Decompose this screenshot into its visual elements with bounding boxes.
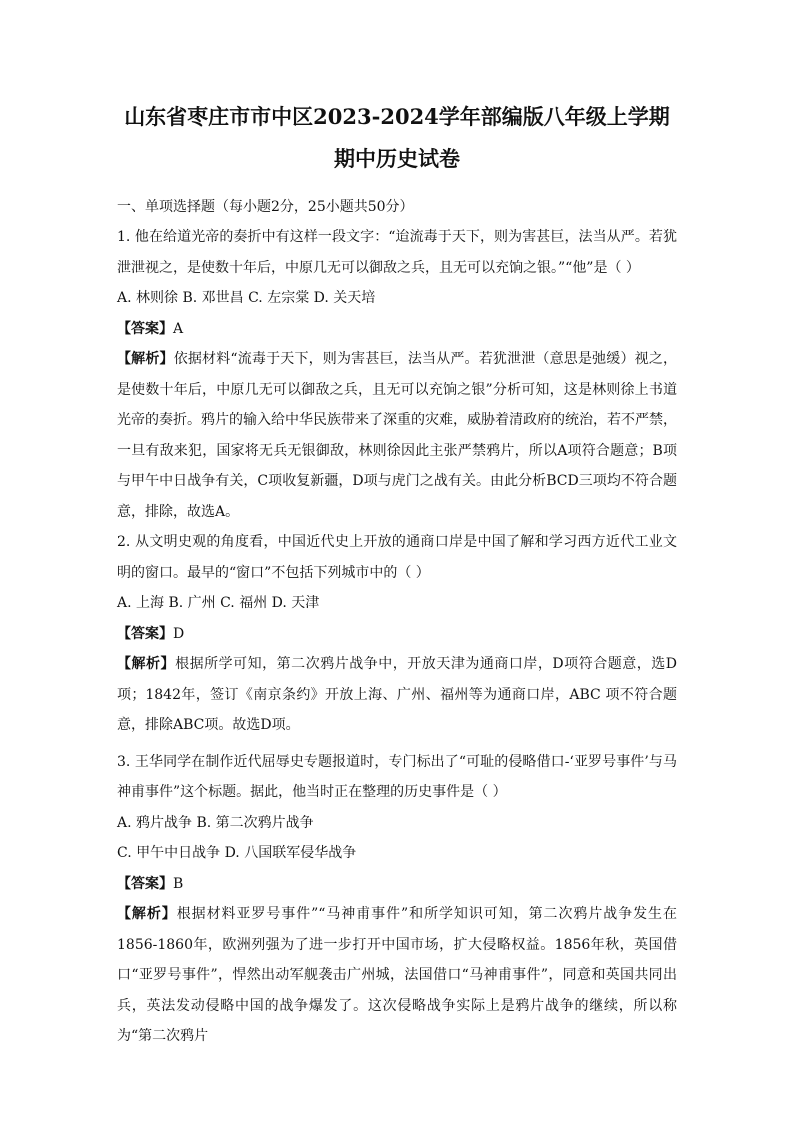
document-title-line2: 期中历史试卷 (334, 146, 460, 171)
question-1 (117, 222, 677, 527)
question-stem: 1. 他在给道光帝的奏折中有这样一段文字：“迨流毒于天下，则为害甚巨，法当从严。若犹泄泄视之，是使数十年后，中原几无可以御敌之兵，且无可以充饷之银。”“他”是（ ） (117, 229, 677, 276)
answer-value: D (173, 625, 185, 642)
question-stem: 2. 从文明史观的角度看，中国近代史上开放的通商口岸是中国了解和学习西方近代工业文明的窗口。最早的“窗口”不包括下列城市中的（ ） (117, 534, 677, 581)
question-3 (117, 747, 677, 1052)
question-options: C. 甲午中日战争 D. 八国联军侵华战争 (117, 845, 357, 861)
answer-label: 【答案】 (117, 875, 173, 892)
document-title-line1: 山东省枣庄市市中区2023-2024学年部编版八年级上学期 (124, 104, 670, 129)
analysis-label: 【解析】 (117, 656, 176, 672)
analysis-text: 根据材料亚罗号事件”“马神甫事件”和所学知识可知，第二次鸦片战争发生在1856-1860年，欧洲列强为了进一步打开中国市场，扩大侵略权益。1856年秋，英国借口“亚罗号事件”，悍然出动军舰袭击广州城，法国借口“马神甫事件”，同意和英国共同出兵，英法发动侵略中国的战争爆发了。这次侵略战争实际上是鸦片战争的继续，所以称为“第二次鸦片 (117, 906, 677, 1044)
section-heading: 一、单项选择题（每小题2分，25小题共50分） (117, 199, 414, 215)
question-stem: 3. 王华同学在制作近代屈辱史专题报道时，专门标出了“可耻的侵略借口-‘亚罗号事件’与马神甫事件”这个标题。据此，他当时正在整理的历史事件是（ ） (117, 753, 677, 800)
question-2 (117, 527, 677, 741)
analysis-label: 【解析】 (117, 906, 177, 922)
question-options: A. 鸦片战争 B. 第二次鸦片战争 (117, 814, 314, 831)
question-options: A. 林则徐 B. 邓世昌 C. 左宗棠 D. 关天培 (117, 290, 376, 306)
answer-value: A (173, 320, 184, 337)
question-options: A. 上海 B. 广州 C. 福州 D. 天津 (117, 595, 320, 611)
answer-label: 【答案】 (117, 625, 173, 642)
answer-value: B (173, 875, 184, 892)
analysis-text: 依据材料“流毒于天下，则为害甚巨，法当从严。若犹泄泄（意思是弛缓）视之，是使数十年后，中原几无可以御敌之兵，且无可以充饷之银”分析可知，这是林则徐上书道光帝的奏折。鸦片的输入给中华民族带来了深重的灾难，威胁着清政府的统治，若不严禁，一旦有敌来犯，国家将无兵无银御敌，林则徐因此主张严禁鸦片，所以A项符合题意；B项与甲午中日战争有关，C项收复新疆，D项与虎门之战有关。由此分析BCD三项均不符合题意，排除，故选A。 (117, 351, 678, 520)
analysis-text: 根据所学可知，第二次鸦片战争中，开放天津为通商口岸，D项符合题意，选D项；1842年，签订《南京条约》开放上海、广州、福州等为通商口岸，ABC 项不符合题意，排除ABC项。故选D项。 (117, 656, 677, 733)
answer-label: 【答案】 (117, 320, 173, 337)
analysis-label: 【解析】 (117, 351, 174, 367)
